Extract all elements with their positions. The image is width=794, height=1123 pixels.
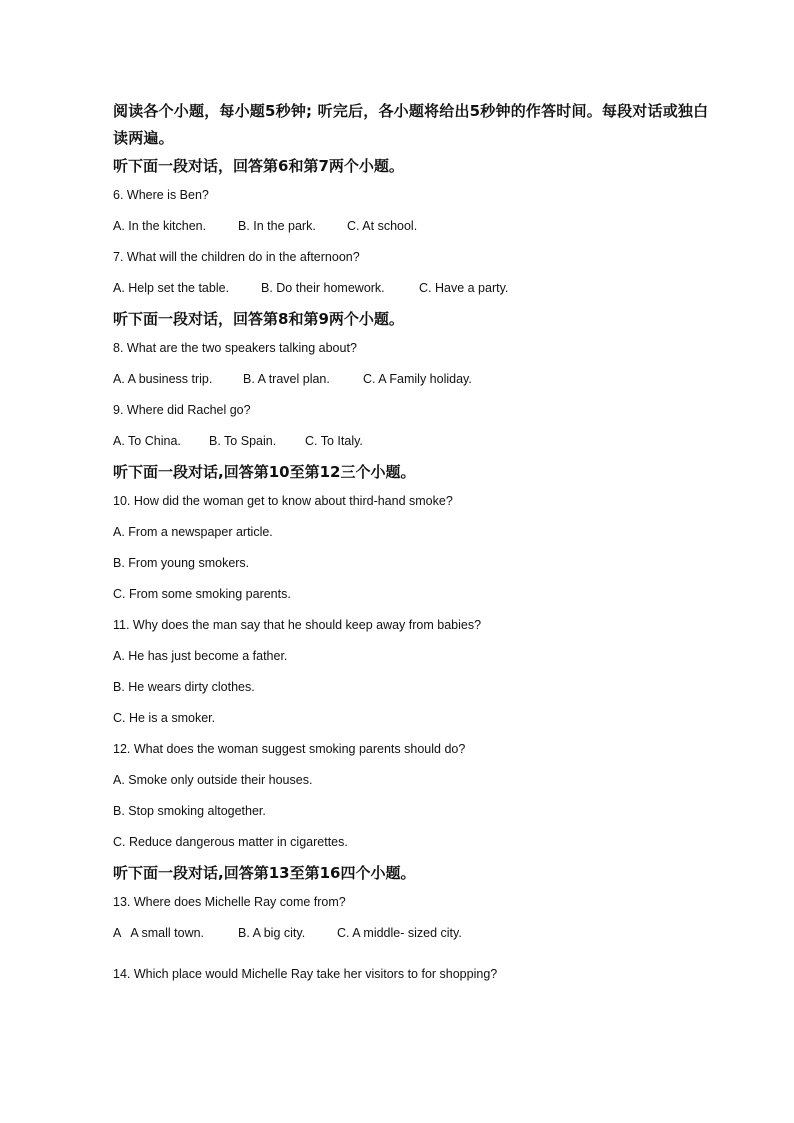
section-heading-6-7: 听下面一段对话，回答第6和第7两个小题。 xyxy=(113,157,404,175)
option-c: C. At school. xyxy=(347,219,418,233)
question-10-option-a: A. From a newspaper article. xyxy=(113,525,273,539)
question-6: 6. Where is Ben? xyxy=(113,188,209,202)
option-a: A. Help set the table. xyxy=(113,281,230,295)
option-c: C. To Italy. xyxy=(305,434,363,448)
question-9-options xyxy=(113,433,713,449)
question-8-options xyxy=(113,371,713,387)
question-9: 9. Where did Rachel go? xyxy=(113,403,251,417)
section-heading-8-9: 听下面一段对话，回答第8和第9两个小题。 xyxy=(113,310,404,328)
intro-instructions: 阅读各个小题，每小题5秒钟; 听完后，各小题将给出5秒钟的作答时间。每段对话或独白读两遍。 xyxy=(113,102,709,147)
question-6-options xyxy=(113,218,713,234)
question-13: 13. Where does Michelle Ray come from? xyxy=(113,895,346,909)
option-a: A. To China. xyxy=(113,434,181,448)
question-12-option-b: B. Stop smoking altogether. xyxy=(113,804,266,818)
option-b: B. In the park. xyxy=(238,219,316,233)
option-c: C. A Family holiday. xyxy=(363,372,472,386)
question-7-options xyxy=(113,280,713,296)
question-10: 10. How did the woman get to know about third-hand smoke? xyxy=(113,494,453,508)
question-11-option-c: C. He is a smoker. xyxy=(113,711,216,725)
question-12: 12. What does the woman suggest smoking parents should do? xyxy=(113,742,466,756)
option-c: C. Have a party. xyxy=(419,281,509,295)
option-b: B. Do their homework. xyxy=(261,281,385,295)
option-c: C. A middle- sized city. xyxy=(337,926,462,940)
option-a: A. In the kitchen. xyxy=(113,219,207,233)
question-11: 11. Why does the man say that he should keep away from babies? xyxy=(113,618,482,632)
question-10-option-c: C. From some smoking parents. xyxy=(113,587,291,601)
option-b: B. A travel plan. xyxy=(243,372,330,386)
option-b: B. A big city. xyxy=(238,926,306,940)
question-8: 8. What are the two speakers talking about? xyxy=(113,341,357,355)
question-11-option-a: A. He has just become a father. xyxy=(113,649,288,663)
option-a: A A small town. xyxy=(113,926,205,940)
question-10-option-b: B. From young smokers. xyxy=(113,556,250,570)
document-content xyxy=(113,98,713,982)
option-a: A. A business trip. xyxy=(113,372,213,386)
question-12-option-c: C. Reduce dangerous matter in cigarettes. xyxy=(113,835,348,849)
question-7: 7. What will the children do in the afternoon? xyxy=(113,250,360,264)
option-b: B. To Spain. xyxy=(209,434,277,448)
section-heading-13-16: 听下面一段对话,回答第13至第16四个小题。 xyxy=(113,864,416,882)
question-13-options xyxy=(113,925,713,941)
question-14: 14. Which place would Michelle Ray take her visitors to for shopping? xyxy=(113,967,498,981)
section-heading-10-12: 听下面一段对话,回答第10至第12三个小题。 xyxy=(113,463,416,481)
question-11-option-b: B. He wears dirty clothes. xyxy=(113,680,255,694)
question-12-option-a: A. Smoke only outside their houses. xyxy=(113,773,313,787)
